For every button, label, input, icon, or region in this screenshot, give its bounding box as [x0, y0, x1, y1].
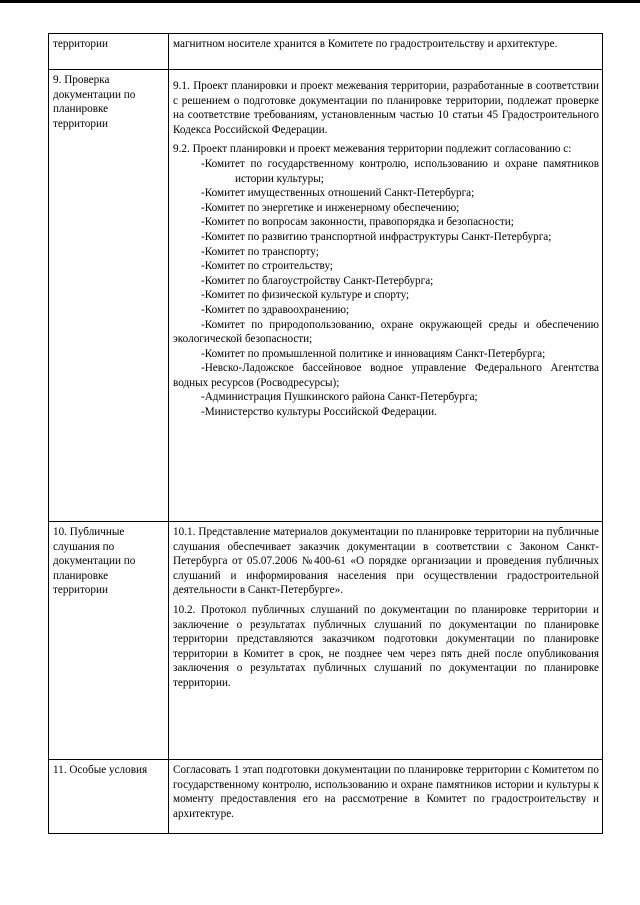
row-content	[169, 70, 603, 522]
requirements-table	[48, 33, 603, 834]
list-item: -Комитет по транспорту;	[201, 245, 319, 258]
list-item: -Невско-Ладожское бассейновое водное управление Федерального Агентства водных ресурсов (Росводресурсы);	[173, 362, 599, 389]
row-text: Согласовать 1 этап подготовки документации по планировке территории с Комитетом по государственному контролю, использованию и охране памятников истории и культуры к моменту предоставления его на рассмотрение в Комитет по градостроительству и архитектуре.	[169, 760, 603, 834]
table-row	[49, 34, 603, 70]
list-item: -Комитет по государственному контролю, использованию и охране памятников истории культуры;	[201, 157, 599, 185]
top-border-line	[0, 0, 640, 3]
list-item: -Министерство культуры Российской Федерации.	[201, 406, 437, 419]
paragraph-10-1: 10.1. Представление материалов документации по планировке территории на публичные слушания обеспечивает заказчик документации в соответствии с Законом Санкт-Петербурга от 05.07.2006 №400-61 «О порядке организации и проведения публичных слушаний и информирования населения при осуществлении градостроительной деятельности в Санкт-Петербурге».	[173, 526, 599, 597]
list-item: -Комитет по вопросам законности, правопорядка и безопасности;	[201, 216, 514, 229]
list-item: -Комитет по промышленной политике и инновациям Санкт-Петербурга;	[201, 347, 546, 360]
row-label: 10. Публичные слушания по документации по планировке территории	[49, 522, 169, 760]
paragraph-9-2: 9.2. Проект планировки и проект межевания территории подлежит согласованию с:	[173, 143, 572, 156]
list-item: -Комитет по энергетике и инженерному обеспечению;	[201, 201, 460, 214]
paragraph-10-2: 10.2. Протокол публичных слушаний по документации по планировке территории и заключение о результатах публичных слушаний по документации по планировке территории представляются заказчиком подготовки документации по планировке территории в Комитет в срок, не позднее чем через пять дней после опубликования заключения о результатах публичных слушаний по документации по планировке территории.	[173, 603, 599, 689]
list-item: -Комитет по физической культуре и спорту;	[201, 289, 410, 302]
table-row	[49, 522, 603, 760]
list-item: -Комитет по развитию транспортной инфраструктуры Санкт-Петербурга;	[201, 230, 552, 243]
row-text: магнитном носителе хранится в Комитете по градостроительству и архитектуре.	[169, 34, 603, 70]
table-row	[49, 760, 603, 834]
row-label: территории	[49, 34, 169, 70]
row-label: 11. Особые условия	[49, 760, 169, 834]
list-item: -Администрация Пушкинского района Санкт-Петербурга;	[201, 391, 478, 404]
list-item: -Комитет по благоустройству Санкт-Петербурга;	[201, 274, 434, 287]
table-row	[49, 70, 603, 522]
list-item: -Комитет по здравоохранению;	[201, 303, 350, 316]
row-label: 9. Проверка документации по планировке территории	[49, 70, 169, 522]
list-item: -Комитет имущественных отношений Санкт-Петербурга;	[201, 187, 475, 200]
list-item: -Комитет по природопользованию, охране окружающей среды и обеспечению экологической безопасности;	[173, 318, 599, 346]
row-content	[169, 522, 603, 760]
paragraph-9-1: 9.1. Проект планировки и проект межевания территории, разработанные в соответствии с решением о подготовке документации по планировке территории, подлежат проверке на соответствие требованиям, установленным частью 10 статьи 45 Градостроительного Кодекса Российской Федерации.	[173, 80, 599, 136]
list-item: -Комитет по строительству;	[201, 260, 334, 273]
